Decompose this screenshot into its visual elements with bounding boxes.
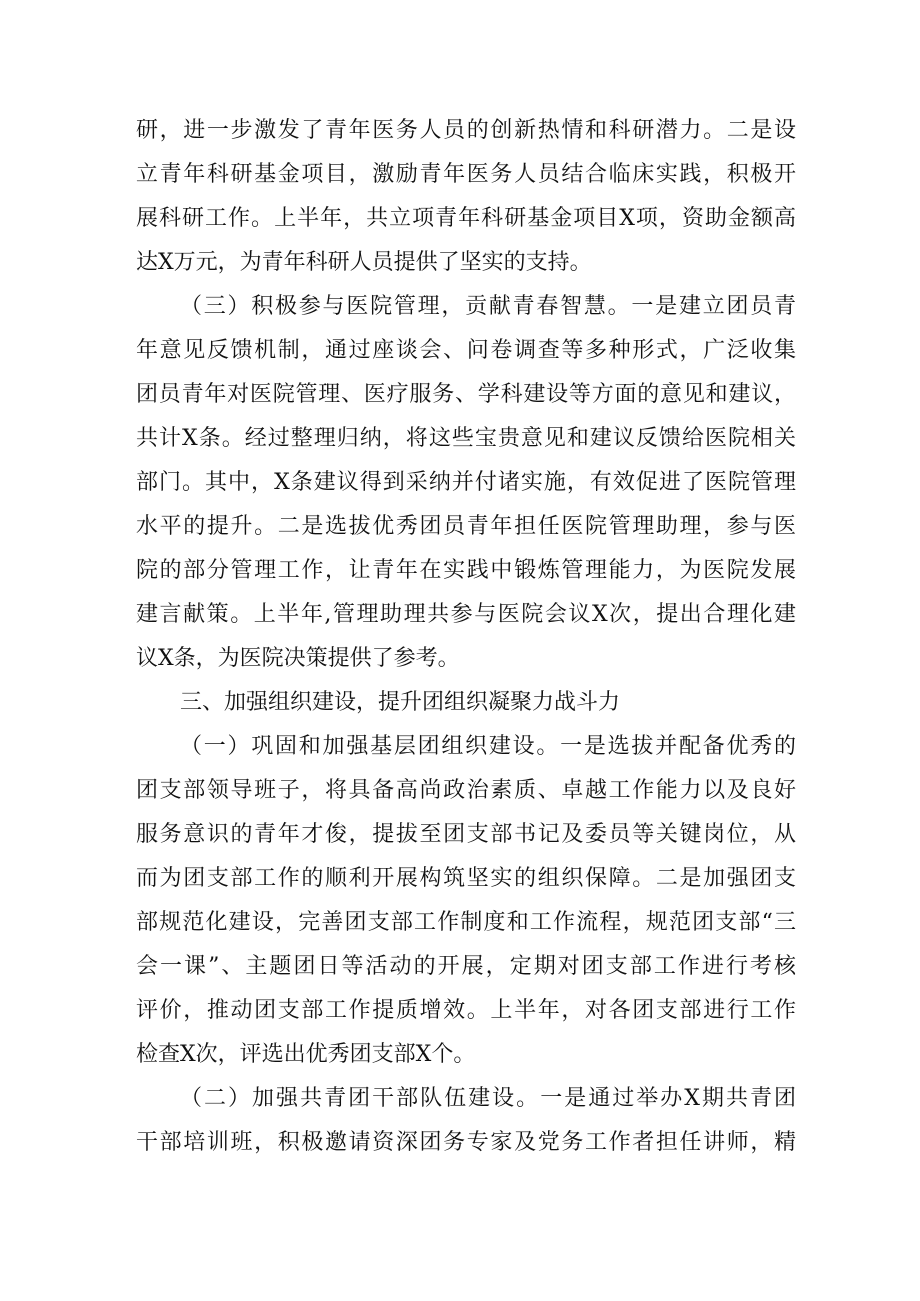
paragraph-line: 部规范化建设，完善团支部工作制度和工作流程，规范团支部“三 [136, 910, 796, 935]
subsection-heading-line: （三）积极参与医院管理，贡献青春智慧。一是建立团员青 [180, 294, 796, 319]
paragraph-line: 检查X次，评选出优秀团支部X个。 [136, 1042, 476, 1067]
section-heading: 三、加强组织建设，提升团组织凝聚力战斗力 [180, 690, 621, 715]
paragraph-line: 建言献策。上半年,管理助理共参与医院会议X次，提出合理化建 [136, 602, 796, 627]
paragraph-line: 团支部领导班子，将具备高尚政治素质、卓越工作能力以及良好 [136, 778, 796, 803]
paragraph-line: 评价，推动团支部工作提质增效。上半年，对各团支部进行工作 [136, 998, 796, 1023]
paragraph-line: 年意见反馈机制，通过座谈会、问卷调查等多种形式，广泛收集 [136, 338, 796, 363]
paragraph-line: 而为团支部工作的顺利开展构筑坚实的组织保障。二是加强团支 [136, 866, 796, 891]
paragraph-line: 团员青年对医院管理、医疗服务、学科建设等方面的意见和建议， [136, 382, 796, 407]
paragraph-line: 干部培训班，积极邀请资深团务专家及党务工作者担任讲师，精 [136, 1130, 796, 1155]
paragraph-line: 水平的提升。二是选拔优秀团员青年担任医院管理助理，参与医 [136, 514, 796, 539]
paragraph-line: 院的部分管理工作，让青年在实践中锻炼管理能力，为医院发展 [136, 558, 796, 583]
paragraph-line: 会一课”、主题团日等活动的开展，定期对团支部工作进行考核 [136, 954, 796, 979]
paragraph-line: 服务意识的青年才俊，提拔至团支部书记及委员等关键岗位，从 [136, 822, 796, 847]
paragraph-line: 议X条，为医院决策提供了参考。 [136, 646, 460, 671]
paragraph-line: 部门。其中，X条建议得到采纳并付诸实施，有效促进了医院管理 [136, 470, 796, 495]
paragraph-line: 共计X条。经过整理归纳，将这些宝贵意见和建议反馈给医院相关 [136, 426, 796, 451]
subsection-heading-line: （一）巩固和加强基层团组织建设。一是选拔并配备优秀的 [180, 734, 796, 759]
subsection-heading-line: （二）加强共青团干部队伍建设。一是通过举办X期共青团 [180, 1086, 796, 1111]
paragraph-line: 达X万元，为青年科研人员提供了坚实的支持。 [136, 250, 592, 275]
paragraph-line: 展科研工作。上半年，共立项青年科研基金项目X项，资助金额高 [136, 206, 796, 231]
paragraph-line: 立青年科研基金项目，激励青年医务人员结合临床实践，积极开 [136, 162, 796, 187]
paragraph-line: 研，进一步激发了青年医务人员的创新热情和科研潜力。二是设 [136, 118, 796, 143]
